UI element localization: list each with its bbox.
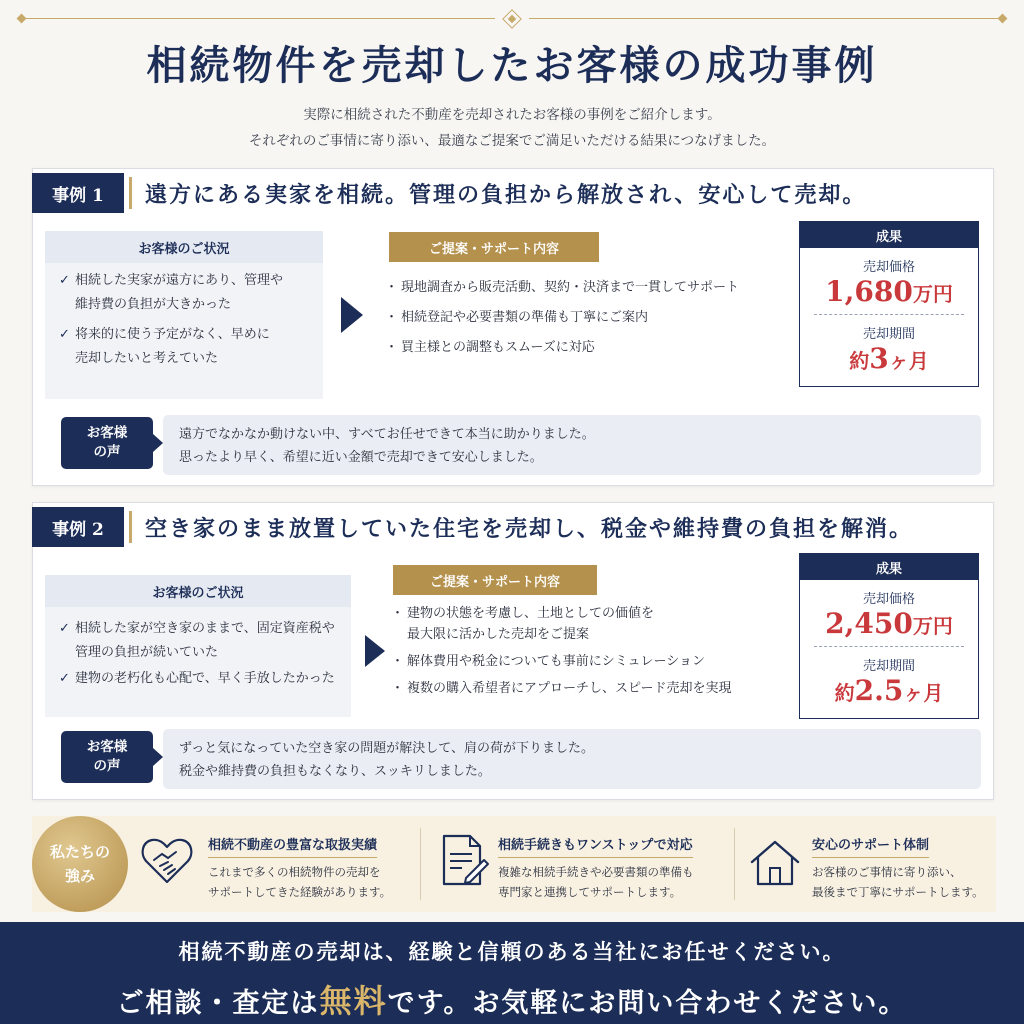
- period-label: 売却期間: [862, 327, 915, 342]
- arrow-right-icon: [341, 297, 363, 333]
- case-card-2: [32, 502, 994, 800]
- customer-voice: [163, 729, 981, 789]
- intro-line-2: それぞれのご事情に寄り添い、最適なご提案でご満足いただける結果につなげました。: [248, 133, 776, 149]
- customer-situation: [45, 575, 351, 717]
- arrow-right-icon: [365, 635, 385, 667]
- check-icon: ✓: [59, 327, 70, 342]
- divider: [734, 828, 735, 900]
- check-icon: ✓: [59, 273, 70, 288]
- period-value: 約3ヶ月: [849, 342, 929, 375]
- situation-item: ✓ 相続した実家が遠方にあり、管理や 維持費の負担が大きかった: [45, 269, 323, 317]
- check-icon: ✓: [59, 671, 70, 686]
- document-pen-icon: [436, 832, 490, 890]
- proposal-title: ご提案・サポート内容: [389, 232, 599, 262]
- proposal-item: ・ 複数の購入希望者にアプローチし、スピード売却を実現: [395, 678, 731, 699]
- strengths-bar: [32, 816, 996, 912]
- footer-cta: [0, 922, 1024, 1024]
- free-highlight: 無料: [319, 982, 388, 1020]
- proposal-title: ご提案・サポート内容: [393, 565, 597, 595]
- top-ornament: [20, 12, 1004, 26]
- intro-line-1: 実際に相続された不動産を売却されたお客様の事例をご紹介します。: [303, 107, 721, 123]
- strength-desc: これまで多くの相続物件の売却を サポートしてきた経験があります。: [208, 865, 392, 899]
- footer-line-1: 相続不動産の売却は、経験と信頼のある当社にお任せください。: [178, 939, 846, 964]
- footer-line-2: ご相談・査定は無料です。お気軽にお問い合わせください。: [116, 982, 908, 1020]
- strength-desc: お客様のご事情に寄り添い、 最後まで丁寧にサポートします。: [812, 865, 984, 899]
- case-tag: 事例 1: [32, 173, 124, 213]
- strength-item: [136, 816, 416, 912]
- proposal-item: ・ 買主様との調整もスムーズに対応: [389, 337, 739, 359]
- proposal-item: ・ 現地調査から販売活動、契約・決済まで一貫してサポート: [389, 277, 739, 299]
- strength-title: 相続不動産の豊富な取扱実績: [208, 834, 377, 858]
- divider: [814, 314, 964, 315]
- situation-title: お客様のご状況: [45, 575, 351, 607]
- case-card-1: [32, 168, 994, 486]
- voice-line-1: 遠方でなかなか動けない中、すべてお任せできて本当に助かりました。: [179, 427, 595, 442]
- divider: [420, 828, 421, 900]
- result-title: 成果: [800, 222, 978, 248]
- voice-line-2: 税金や維持費の負担もなくなり、スッキリしました。: [179, 764, 491, 779]
- voice-tag: お客様 の声: [61, 417, 153, 469]
- price-value: 2,450万円: [825, 607, 953, 640]
- period-label: 売却期間: [862, 659, 915, 674]
- customer-situation: [45, 231, 323, 399]
- price-label: 売却価格: [862, 592, 915, 607]
- strength-title: 相続手続きもワンストップで対応: [498, 834, 693, 858]
- divider: [814, 646, 964, 647]
- situation-item: ✓ 建物の老朽化も心配で、早く手放したかった: [45, 667, 351, 691]
- price-label: 売却価格: [862, 260, 915, 275]
- strength-item: [746, 816, 994, 912]
- case-tag: 事例 2: [32, 507, 124, 547]
- strength-item: [434, 816, 734, 912]
- diamond-ornament-icon: [502, 9, 522, 29]
- result-title: 成果: [800, 554, 978, 580]
- situation-title: お客様のご状況: [45, 231, 323, 263]
- situation-item: ✓ 将来的に使う予定がなく、早めに 売却したいと考えていた: [45, 323, 323, 371]
- check-icon: ✓: [59, 621, 70, 636]
- proposal-item: ・ 建物の状態を考慮し、土地としての価値を 最大限に活かした売却をご提案: [395, 603, 731, 645]
- strength-title: 安心のサポート体制: [812, 834, 929, 858]
- period-value: 約2.5ヶ月: [834, 674, 944, 707]
- page-title: 相続物件を売却したお客様の成功事例: [146, 42, 878, 89]
- voice-line-2: 思ったより早く、希望に近い金額で売却できて安心しました。: [179, 450, 543, 465]
- customer-voice: [163, 415, 981, 475]
- voice-line-1: ずっと気になっていた空き家の問題が解決して、肩の荷が下りました。: [179, 741, 594, 756]
- strength-desc: 複雑な相続手続きや必要書類の準備も 専門家と連携してサポートします。: [498, 865, 694, 899]
- house-icon: [748, 838, 802, 888]
- case-heading: 遠方にある実家を相続。管理の負担から解放され、安心して売却。: [145, 182, 867, 208]
- result-box: [799, 553, 979, 719]
- strengths-badge: 私たちの 強み: [32, 816, 128, 912]
- proposal-item: ・ 相続登記や必要書類の準備も丁寧にご案内: [389, 307, 739, 329]
- proposal-list: [395, 603, 731, 705]
- handshake-heart-icon: [138, 832, 196, 890]
- case-heading: 空き家のまま放置していた住宅を売却し、税金や維持費の負担を解消。: [145, 516, 914, 542]
- proposal-item: ・ 解体費用や税金についても事前にシミュレーション: [395, 651, 731, 672]
- situation-item: ✓ 相続した家が空き家のままで、固定資産税や 管理の負担が続いていた: [45, 617, 351, 665]
- intro-text: [0, 102, 1024, 154]
- price-value: 1,680万円: [825, 275, 953, 308]
- proposal-list: [389, 277, 739, 367]
- result-box: [799, 221, 979, 387]
- voice-tag: お客様 の声: [61, 731, 153, 783]
